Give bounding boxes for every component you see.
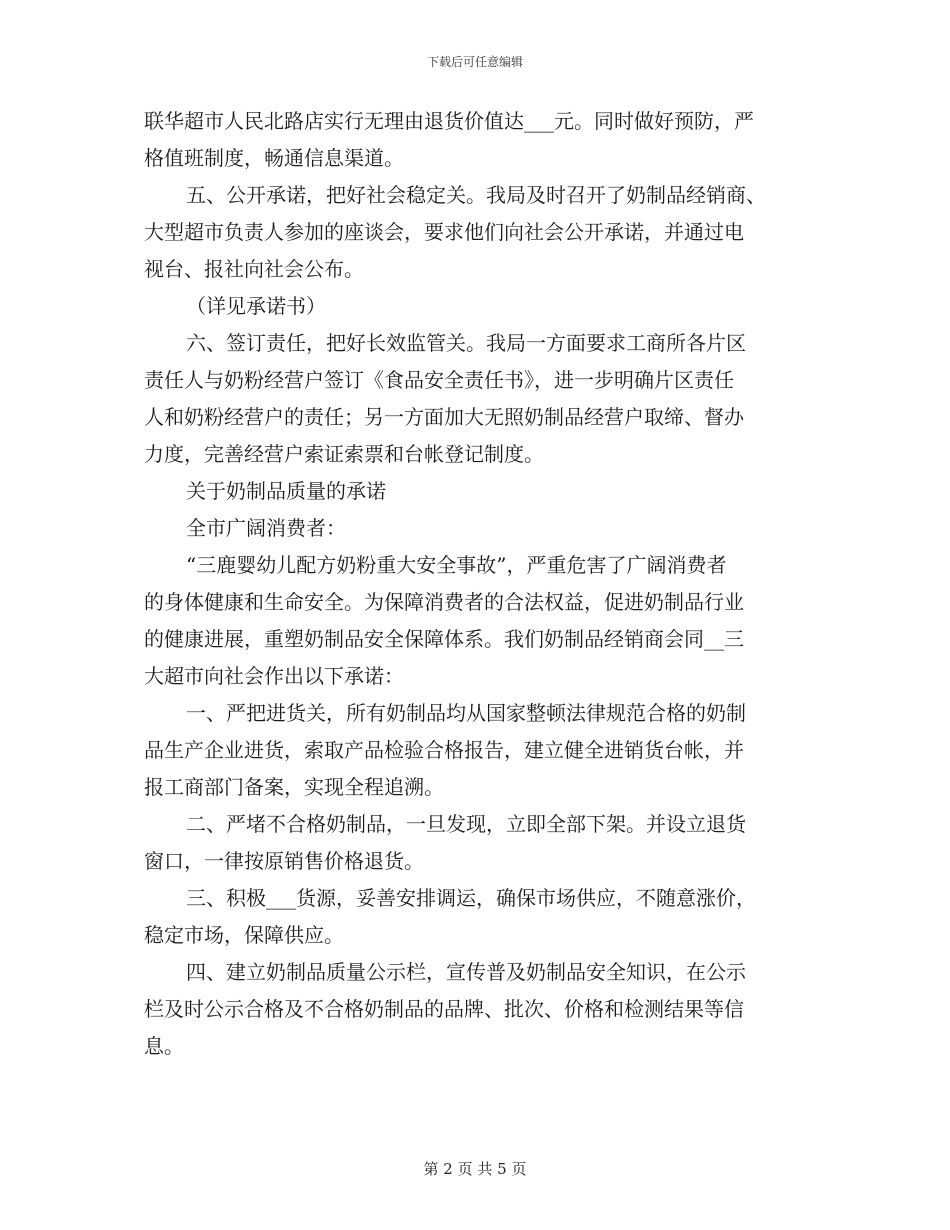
text-line: 格值班制度，畅通信息渠道。: [144, 146, 404, 170]
text-line: 六、签订责任，把好长效监管关。我局一方面要求工商所各片区: [186, 331, 746, 355]
text-line: 稳定市场，保障供应。: [144, 923, 344, 947]
text-line: 三、积极___货源，妥善安排调运，确保市场供应，不随意涨价，: [186, 886, 756, 910]
text-line: 二、严堵不合格奶制品，一旦发现，立即全部下架。并设立退货: [186, 812, 746, 836]
text-line: （详见承诺书）: [186, 294, 326, 318]
text-line: “三鹿婴幼儿配方奶粉重大安全事故”，严重危害了广阔消费者: [186, 553, 727, 577]
document-body: [144, 103, 808, 1065]
text-line: 品生产企业进货，索取产品检验合格报告，建立健全进销货台帐，并: [144, 738, 744, 762]
text-line: 报工商部门备案，实现全程追溯。: [144, 775, 444, 799]
text-line: 大超市向社会作出以下承诺：: [144, 664, 404, 688]
text-line: 责任人与奶粉经营户签订《食品安全责任书》，进一步明确片区责任: [144, 368, 734, 392]
text-line: 窗口，一律按原销售价格退货。: [144, 849, 424, 873]
text-line: 栏及时公示合格及不合格奶制品的品牌、批次、价格和检测结果等信: [144, 997, 744, 1021]
text-line: 力度，完善经营户索证索票和台帐登记制度。: [144, 442, 544, 466]
text-line: 联华超市人民北路店实行无理由退货价值达___元。同时做好预防，严: [144, 109, 754, 133]
text-line: 息。: [144, 1034, 184, 1058]
text-line: 大型超市负责人参加的座谈会，要求他们向社会公开承诺，并通过电: [144, 220, 744, 244]
text-line: 四、建立奶制品质量公示栏，宣传普及奶制品安全知识，在公示: [186, 960, 746, 984]
text-line: 的健康进展，重塑奶制品安全保障体系。我们奶制品经销商会同__三: [144, 627, 744, 651]
page-header: 下载后可任意编辑: [426, 55, 523, 69]
text-line: 五、公开承诺，把好社会稳定关。我局及时召开了奶制品经销商、: [186, 183, 766, 207]
text-line: 一、严把进货关，所有奶制品均从国家整顿法律规范合格的奶制: [186, 701, 746, 725]
text-line: 的身体健康和生命安全。为保障消费者的合法权益，促进奶制品行业: [144, 590, 744, 614]
text-line: 视台、报社向社会公布。: [144, 257, 364, 281]
text-line: 人和奶粉经营户的责任；另一方面加大无照奶制品经营户取缔、督办: [144, 405, 744, 429]
salutation: 全市广阔消费者：: [186, 516, 346, 540]
page-footer: 第 2 页 共 5 页: [423, 1160, 527, 1178]
section-heading: 关于奶制品质量的承诺: [186, 479, 386, 503]
